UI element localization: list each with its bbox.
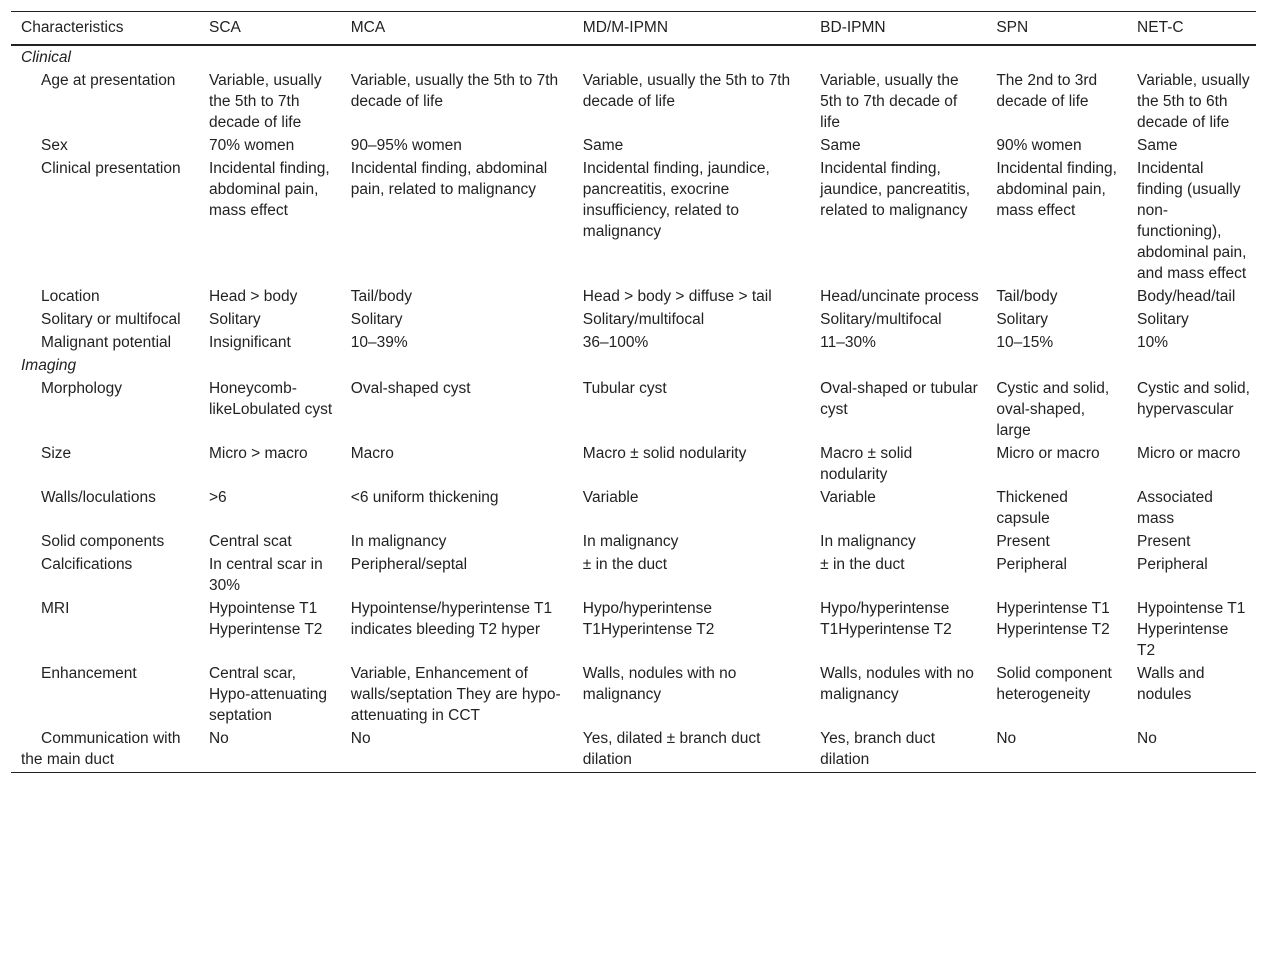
table-cell: Solitary xyxy=(208,311,261,328)
table-cell: Peripheral/septal xyxy=(350,556,468,573)
table-cell: Oval-shaped or tubular cyst xyxy=(820,380,978,418)
row-label: Malignant potential xyxy=(41,334,172,351)
table-row xyxy=(11,553,1256,597)
table-cell: Walls, nodules with no malignancy xyxy=(582,665,737,703)
table-cell: Solitary/multifocal xyxy=(820,311,942,328)
table-cell: 90–95% women xyxy=(350,137,462,154)
table-cell: Walls, nodules with no malignancy xyxy=(820,665,974,703)
table-cell: Solitary xyxy=(1137,311,1189,328)
table-cell: Honeycomb-likeLobulated cyst xyxy=(208,380,333,418)
table-cell: Head > body xyxy=(208,288,298,305)
row-label: MRI xyxy=(41,600,70,617)
section-row xyxy=(11,45,1256,69)
header-spn: SPN xyxy=(986,12,1127,46)
table-cell: 70% women xyxy=(208,137,295,154)
table-cell: Incidental finding, abdominal pain, mass effect xyxy=(996,160,1117,219)
table-cell: Micro > macro xyxy=(208,445,308,462)
section-title: Imaging xyxy=(21,357,77,374)
row-label: Morphology xyxy=(41,380,122,397)
table-cell: Micro or macro xyxy=(1137,445,1241,462)
table-row xyxy=(11,486,1256,530)
table-cell: Incidental finding (usually non-functioning), abdominal pain, and mass effect xyxy=(1137,160,1247,282)
table-cell: Variable, usually the 5th to 7th decade of life xyxy=(350,72,559,110)
table-row xyxy=(11,285,1256,308)
header-net-c: NET-C xyxy=(1127,12,1256,46)
table-cell: Hypointense/hyperintense T1 indicates bleeding T2 hyper xyxy=(350,600,553,638)
row-label: Sex xyxy=(41,137,68,154)
table-cell: 10–39% xyxy=(350,334,408,351)
row-label: Location xyxy=(41,288,100,305)
row-label: Clinical presentation xyxy=(41,160,181,177)
table-cell: Variable, usually the 5th to 7th decade of life xyxy=(208,72,322,131)
table-row xyxy=(11,157,1256,285)
table-cell: Variable xyxy=(582,489,639,506)
table-row xyxy=(11,662,1256,727)
row-label: Communication with the main duct xyxy=(11,727,199,773)
table-cell: Insignificant xyxy=(208,334,291,351)
table-cell: Present xyxy=(996,533,1050,550)
table-cell: ± in the duct xyxy=(820,556,905,573)
table-cell: Solid component heterogeneity xyxy=(996,665,1112,703)
table-cell: Variable, Enhancement of walls/septation They are hypo-attenuating in CCT xyxy=(350,665,561,724)
table-cell: Micro or macro xyxy=(996,445,1100,462)
table-cell: Incidental finding, abdominal pain, related to malignancy xyxy=(350,160,548,198)
table-cell: <6 uniform thickening xyxy=(350,489,499,506)
table-row xyxy=(11,331,1256,354)
table-cell: 11–30% xyxy=(820,334,876,351)
row-label: Size xyxy=(41,445,72,462)
table-cell: Yes, branch duct dilation xyxy=(810,727,986,773)
row-label: Solid components xyxy=(41,533,165,550)
table-cell: Central scar, Hypo-attenuating septation xyxy=(208,665,328,724)
table-cell: Peripheral xyxy=(996,556,1067,573)
row-label: Enhancement xyxy=(41,665,137,682)
table-row xyxy=(11,69,1256,134)
table-cell: Solitary/multifocal xyxy=(582,311,705,328)
table-row xyxy=(11,727,1256,773)
table-cell: Hypointense T1 Hyperintense T2 xyxy=(1137,600,1246,659)
table-cell: Solitary xyxy=(350,311,403,328)
table-row xyxy=(11,597,1256,662)
table-cell: No xyxy=(1127,727,1256,773)
row-label: Calcifications xyxy=(41,556,133,573)
table-cell: Incidental finding, jaundice, pancreatitis, exocrine insufficiency, related to malignancy xyxy=(582,160,770,240)
table-cell: Macro ± solid nodularity xyxy=(582,445,747,462)
table-cell: Variable, usually the 5th to 6th decade of life xyxy=(1137,72,1250,131)
table-row xyxy=(11,377,1256,442)
comparison-table xyxy=(11,11,1256,773)
table-cell: ± in the duct xyxy=(582,556,668,573)
header-row xyxy=(11,12,1256,46)
table-cell: Peripheral xyxy=(1137,556,1208,573)
table-cell: Walls and nodules xyxy=(1137,665,1205,703)
table-row xyxy=(11,530,1256,553)
table-body xyxy=(11,45,1256,773)
table-row xyxy=(11,308,1256,331)
table-row xyxy=(11,442,1256,486)
table-cell: In malignancy xyxy=(820,533,916,550)
table-cell: Hypo/hyperintense T1Hyperintense T2 xyxy=(820,600,952,638)
table-cell: Macro xyxy=(350,445,394,462)
table-cell: No xyxy=(986,727,1127,773)
table-cell: Head > body > diffuse > tail xyxy=(582,288,772,305)
table-row xyxy=(11,134,1256,157)
table-cell: Macro ± solid nodularity xyxy=(820,445,913,483)
table-cell: Same xyxy=(582,137,624,154)
header-mca: MCA xyxy=(341,12,573,46)
table-cell: 36–100% xyxy=(582,334,649,351)
header-bd-ipmn: BD-IPMN xyxy=(810,12,986,46)
table-cell: Oval-shaped cyst xyxy=(350,380,471,397)
table-cell: Variable xyxy=(820,489,876,506)
row-label: Walls/loculations xyxy=(41,489,156,506)
table-cell: In malignancy xyxy=(350,533,447,550)
table-cell: Cystic and solid, hypervascular xyxy=(1137,380,1250,418)
table-cell: Incidental finding, jaundice, pancreatitis, related to malignancy xyxy=(820,160,971,219)
table-cell: Present xyxy=(1137,533,1191,550)
table-cell: Hypo/hyperintense T1Hyperintense T2 xyxy=(582,600,715,638)
table-cell: Body/head/tail xyxy=(1137,288,1236,305)
table-cell: Tail/body xyxy=(350,288,412,305)
table-cell: 10–15% xyxy=(996,334,1054,351)
table-cell: No xyxy=(199,727,341,773)
table-cell: Tubular cyst xyxy=(582,380,667,397)
table-cell: In malignancy xyxy=(582,533,679,550)
table-cell: Variable, usually the 5th to 7th decade of life xyxy=(820,72,959,131)
table-cell: Hypointense T1 Hyperintense T2 xyxy=(208,600,323,638)
table-cell: Yes, dilated ± branch duct dilation xyxy=(573,727,810,773)
header-characteristics: Characteristics xyxy=(11,12,199,46)
table-cell: Associated mass xyxy=(1137,489,1213,527)
table-cell: Cystic and solid, oval-shaped, large xyxy=(996,380,1110,439)
table-cell: Same xyxy=(1137,137,1178,154)
header-sca: SCA xyxy=(199,12,341,46)
table-cell: Tail/body xyxy=(996,288,1058,305)
table-cell: Central scat xyxy=(208,533,292,550)
row-label: Age at presentation xyxy=(41,72,176,89)
section-title: Clinical xyxy=(21,49,71,66)
table-cell: Hyperintense T1 Hyperintense T2 xyxy=(996,600,1110,638)
table-cell: Head/uncinate process xyxy=(820,288,979,305)
table-cell: The 2nd to 3rd decade of life xyxy=(996,72,1098,110)
table-cell: Solitary xyxy=(996,311,1049,328)
row-label: Solitary or multifocal xyxy=(41,311,181,328)
table-cell: In central scar in 30% xyxy=(208,556,323,594)
table-cell: >6 xyxy=(208,489,227,506)
table-cell: Same xyxy=(820,137,861,154)
table-cell: No xyxy=(341,727,573,773)
table-cell: Thickened capsule xyxy=(996,489,1068,527)
table-cell: Incidental finding, abdominal pain, mass effect xyxy=(208,160,330,219)
header-md-m-ipmn: MD/M-IPMN xyxy=(573,12,810,46)
table-cell: Variable, usually the 5th to 7th decade of life xyxy=(582,72,791,110)
table-cell: 10% xyxy=(1137,334,1169,351)
section-row xyxy=(11,354,1256,377)
table-cell: 90% women xyxy=(996,137,1082,154)
